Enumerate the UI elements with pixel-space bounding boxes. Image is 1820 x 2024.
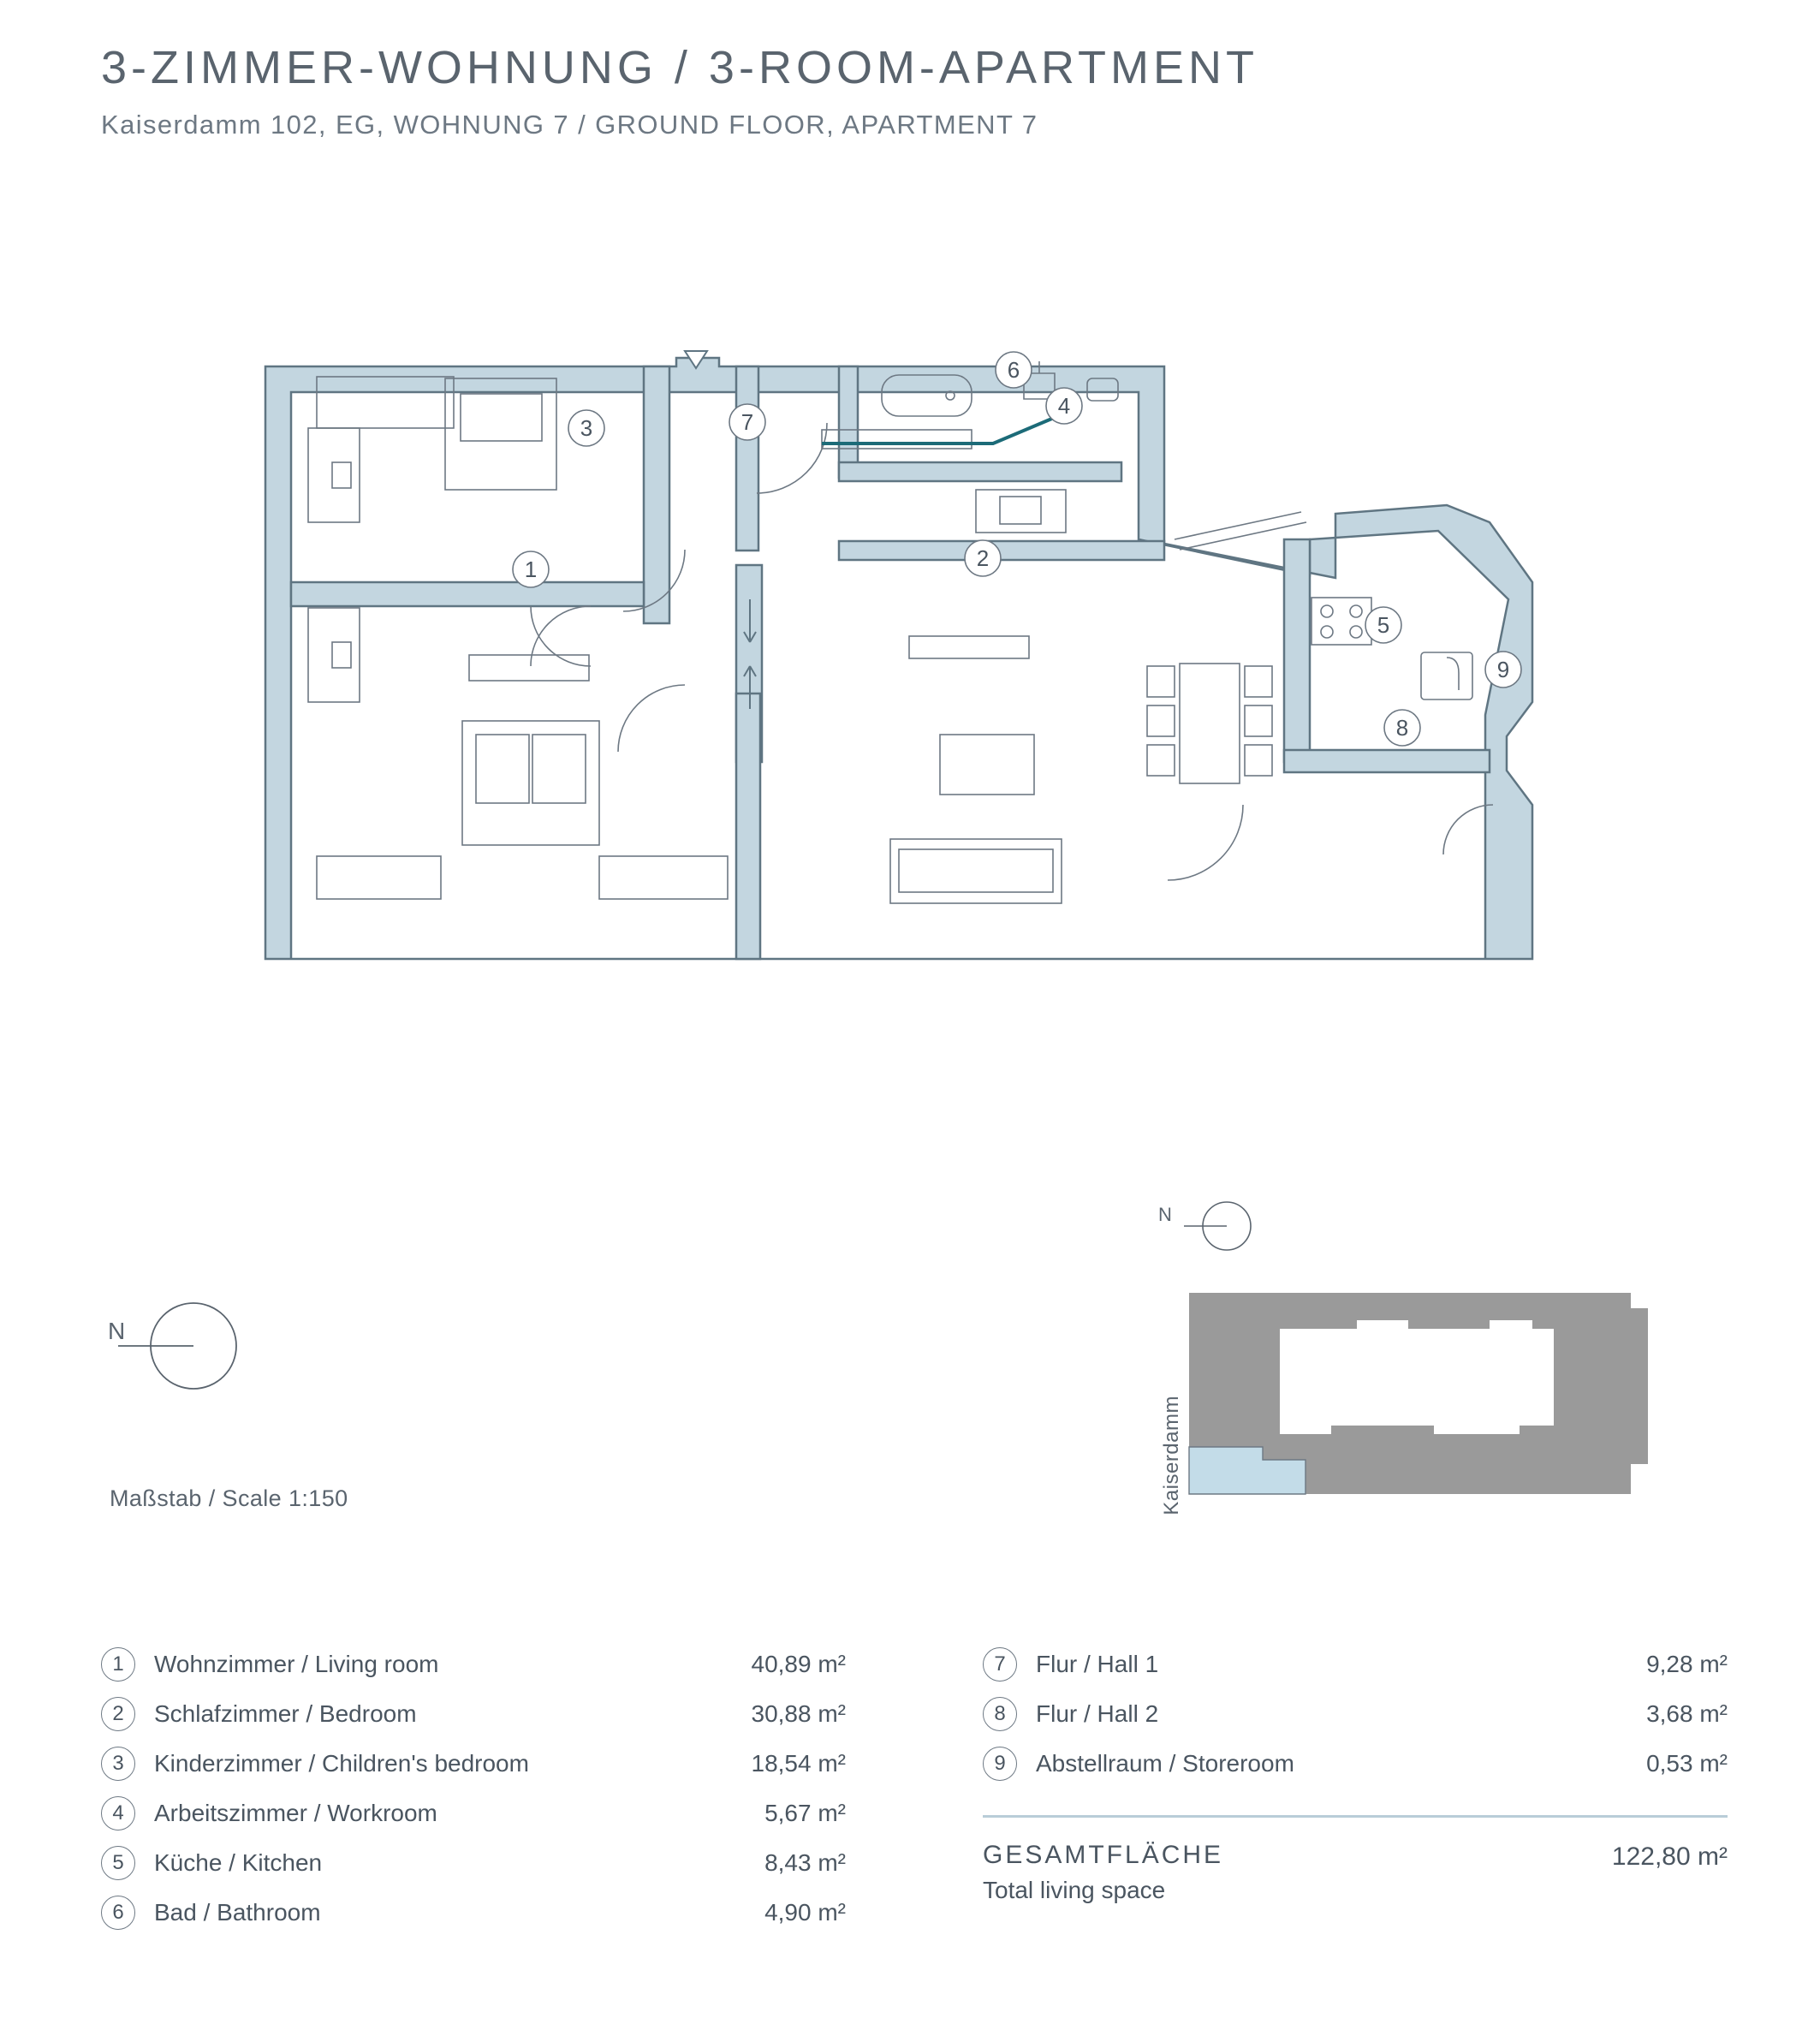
legend-label: Küche / Kitchen bbox=[154, 1849, 323, 1876]
legend-badge: 3 bbox=[101, 1747, 135, 1781]
legend-row bbox=[101, 1640, 846, 1689]
legend-badge: 2 bbox=[101, 1697, 135, 1731]
room-marker-1 bbox=[513, 551, 549, 587]
room-marker-3 bbox=[568, 410, 604, 446]
header bbox=[101, 41, 1728, 140]
legend-badge: 6 bbox=[101, 1896, 135, 1930]
room-marker-2 bbox=[965, 540, 1001, 576]
svg-text:3: 3 bbox=[580, 415, 593, 441]
svg-text:1: 1 bbox=[524, 557, 538, 582]
floor-plan bbox=[0, 325, 1820, 1036]
street-label: Kaiserdamm bbox=[1160, 1396, 1183, 1515]
legend-badge: 7 bbox=[983, 1647, 1017, 1682]
legend-label: Abstellraum / Storeroom bbox=[1036, 1750, 1294, 1777]
legend-label: Wohnzimmer / Living room bbox=[154, 1651, 439, 1677]
compass-rose-main bbox=[101, 1293, 289, 1396]
legend-badge: 1 bbox=[101, 1647, 135, 1682]
compass-label-sitemap: N bbox=[1158, 1204, 1172, 1225]
legend-row bbox=[101, 1888, 846, 1938]
page-title: 3-ZIMMER-WOHNUNG / 3-ROOM-APARTMENT bbox=[101, 42, 1258, 93]
compass-rose-sitemap bbox=[1151, 1190, 1271, 1259]
legend-label: Flur / Hall 2 bbox=[1036, 1700, 1159, 1727]
svg-text:5: 5 bbox=[1377, 612, 1390, 638]
scale-text: Maßstab / Scale 1:150 bbox=[110, 1485, 348, 1511]
legend-badge: 5 bbox=[101, 1846, 135, 1880]
total-divider bbox=[983, 1815, 1728, 1818]
legend-area: 5,67 m² bbox=[764, 1800, 846, 1826]
legend-row bbox=[983, 1739, 1728, 1789]
legend-badge: 4 bbox=[101, 1796, 135, 1831]
room-marker-4 bbox=[1046, 388, 1082, 424]
room-marker-9 bbox=[1485, 652, 1521, 688]
legend-area: 30,88 m² bbox=[751, 1700, 846, 1727]
legend-row bbox=[101, 1739, 846, 1789]
svg-text:8: 8 bbox=[1395, 715, 1409, 741]
site-map bbox=[1151, 1276, 1665, 1537]
legend-row bbox=[101, 1789, 846, 1838]
legend-row bbox=[983, 1640, 1728, 1689]
room-marker-7 bbox=[729, 404, 765, 440]
compass-label: N bbox=[108, 1318, 126, 1344]
legend-area: 8,43 m² bbox=[764, 1849, 846, 1876]
legend-area: 0,53 m² bbox=[1646, 1750, 1728, 1777]
legend-badge: 9 bbox=[983, 1747, 1017, 1781]
legend-label: Bad / Bathroom bbox=[154, 1899, 321, 1926]
legend-row bbox=[101, 1689, 846, 1739]
svg-text:4: 4 bbox=[1057, 393, 1071, 419]
page-subtitle: Kaiserdamm 102, EG, WOHNUNG 7 / GROUND FLOOR, APARTMENT 7 bbox=[101, 110, 1038, 140]
legend-column-left bbox=[101, 1640, 846, 1938]
svg-text:2: 2 bbox=[976, 545, 990, 571]
legend-row bbox=[101, 1838, 846, 1888]
legend-label: Flur / Hall 1 bbox=[1036, 1651, 1159, 1677]
room-marker-5 bbox=[1365, 607, 1401, 643]
total-area-value: 122,80 m² bbox=[1611, 1842, 1728, 1871]
room-marker-8 bbox=[1384, 710, 1420, 746]
svg-text:6: 6 bbox=[1007, 357, 1020, 383]
plan-doors bbox=[531, 423, 1493, 880]
legend-area: 4,90 m² bbox=[764, 1899, 846, 1926]
total-label-de: GESAMTFLÄCHE bbox=[983, 1841, 1224, 1869]
svg-text:7: 7 bbox=[740, 409, 754, 435]
legend-label: Schlafzimmer / Bedroom bbox=[154, 1700, 417, 1727]
legend-area: 3,68 m² bbox=[1646, 1700, 1728, 1727]
legend-area: 18,54 m² bbox=[751, 1750, 846, 1777]
room-marker-6 bbox=[996, 352, 1032, 388]
legend-badge: 8 bbox=[983, 1697, 1017, 1731]
total-label-en: Total living space bbox=[983, 1877, 1166, 1903]
total-area-block bbox=[983, 1841, 1728, 1904]
legend-area: 9,28 m² bbox=[1646, 1651, 1728, 1677]
legend-area: 40,89 m² bbox=[751, 1651, 846, 1677]
svg-text:9: 9 bbox=[1496, 657, 1510, 682]
legend-row bbox=[983, 1689, 1728, 1739]
legend-label: Kinderzimmer / Children's bedroom bbox=[154, 1750, 529, 1777]
legend-label: Arbeitszimmer / Workroom bbox=[154, 1800, 437, 1826]
